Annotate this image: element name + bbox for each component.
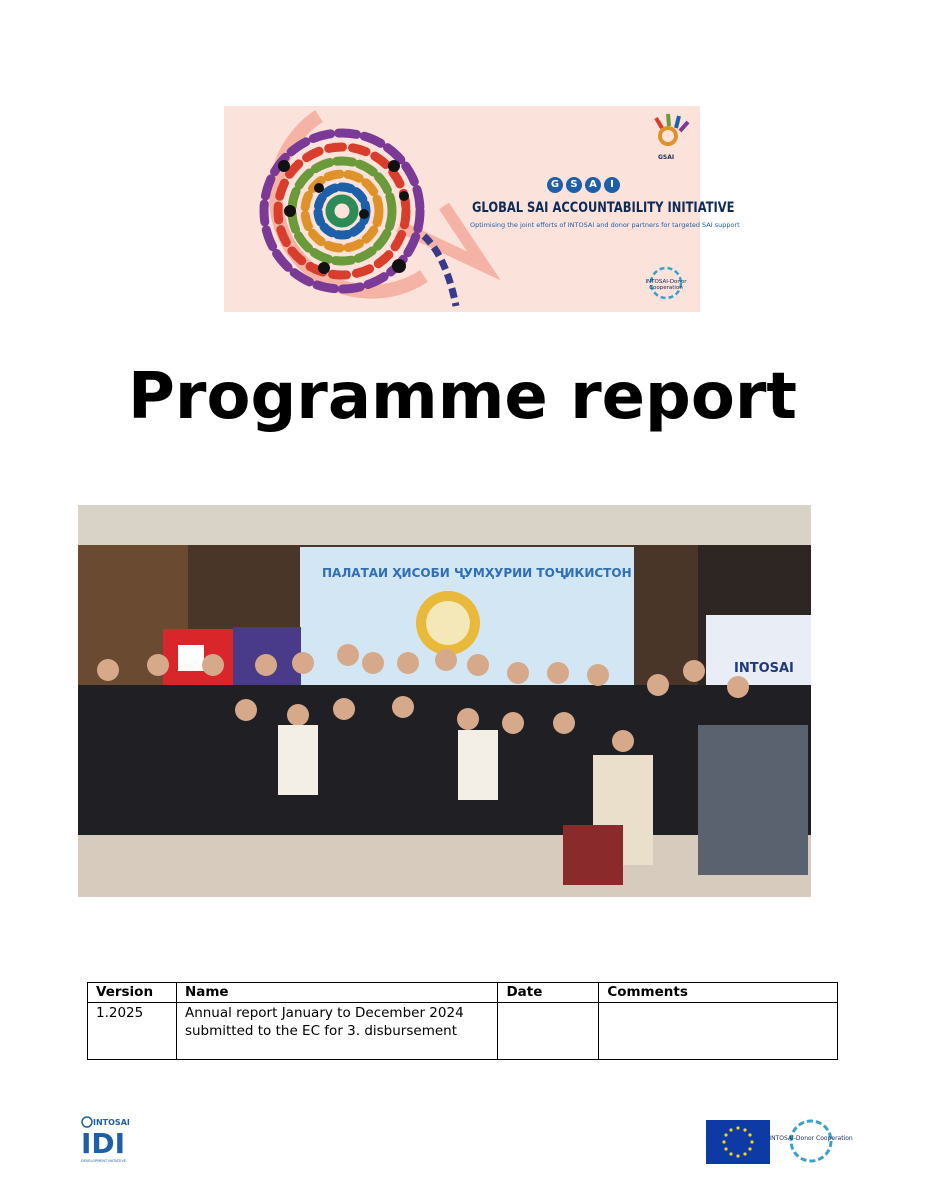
cell-date: [498, 1003, 599, 1060]
idi-mark: IDI: [81, 1127, 126, 1160]
column-header-name: Name: [176, 983, 497, 1003]
intosai-sign-text: INTOSAI: [734, 661, 794, 676]
intosai-donor-cooperation-logo: [769, 1116, 853, 1166]
page-title: Programme report: [128, 360, 797, 434]
column-header-date: Date: [498, 983, 599, 1003]
gsai-badge: [547, 176, 623, 193]
badge-letter: S: [566, 177, 582, 193]
badge-letter: I: [604, 177, 620, 193]
group-photo: [78, 505, 811, 897]
coop-footer-label: INTOSAI-Donor Cooperation: [769, 1135, 853, 1142]
column-header-comments: Comments: [599, 983, 838, 1003]
column-header-version: Version: [88, 983, 177, 1003]
group-photo-illustration: [78, 505, 811, 897]
gsai-small-label: GSAI: [658, 154, 675, 161]
cell-name: Annual report January to December 2024 submitted to the EC for 3. disbursement: [176, 1003, 497, 1060]
version-table: [87, 982, 838, 1060]
cell-comments: [599, 1003, 838, 1060]
cell-version: 1.2025: [88, 1003, 177, 1060]
badge-letter: A: [585, 177, 601, 193]
banner-title: GLOBAL SAI ACCOUNTABILITY INITIATIVE: [472, 200, 735, 216]
eu-flag-icon: [706, 1120, 770, 1164]
idi-logo: [77, 1115, 137, 1165]
hand-icon: [656, 114, 688, 144]
idi-top-label: INTOSAI: [93, 1118, 130, 1127]
table-header-row: [88, 983, 838, 1003]
banner-coop-label: INTOSAI-Donor Cooperation: [645, 279, 687, 291]
idi-sub-label: DEVELOPMENT INITIATIVE: [81, 1159, 127, 1163]
backdrop-banner-text: ПАЛАТАИ ҲИСОБИ ҶУМҲУРИИ ТОҶИКИСТОН: [322, 566, 632, 580]
badge-letter: G: [547, 177, 563, 193]
banner-subtitle: Optimising the joint efforts of INTOSAI and donor partners for targeted SAI support: [470, 221, 740, 229]
table-row: [88, 1003, 838, 1060]
